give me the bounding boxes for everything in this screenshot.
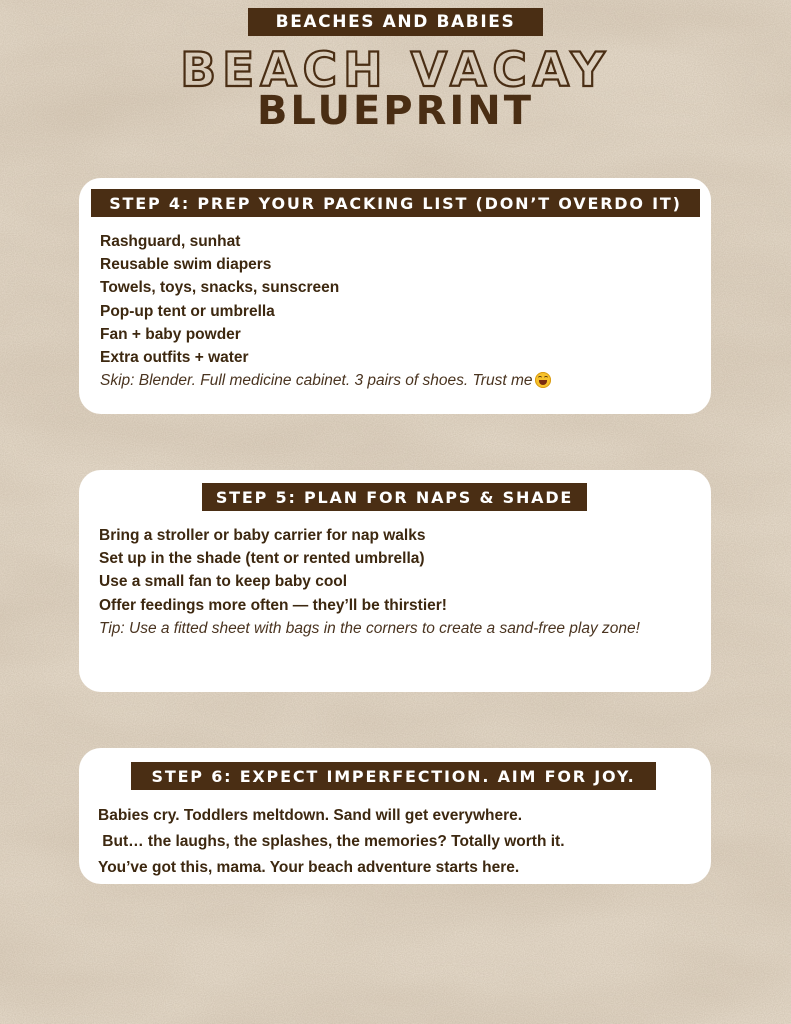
list-item: Set up in the shade (tent or rented umbrella) bbox=[99, 550, 425, 568]
grinning-face-icon bbox=[535, 372, 551, 388]
step-6-heading: STEP 6: EXPECT IMPERFECTION. AIM FOR JOY. bbox=[131, 762, 656, 790]
step-5-list bbox=[99, 524, 640, 640]
list-item: Reusable swim diapers bbox=[100, 256, 272, 274]
list-item: Pop-up tent or umbrella bbox=[100, 302, 275, 320]
list-item: Babies cry. Toddlers meltdown. Sand will get everywhere. bbox=[98, 807, 523, 824]
list-item: You’ve got this, mama. Your beach adventure starts here. bbox=[98, 859, 520, 876]
step-4-note-text: Skip: Blender. Full medicine cabinet. 3 pairs of shoes. Trust me bbox=[100, 372, 533, 390]
page-title-text: BEACH VACAY bbox=[180, 43, 611, 98]
step-4-heading: STEP 4: PREP YOUR PACKING LIST (DON’T OVERDO IT) bbox=[91, 189, 700, 217]
page-subtitle: BLUEPRINT bbox=[256, 88, 535, 134]
list-item: Towels, toys, snacks, sunscreen bbox=[100, 279, 340, 297]
step-5-heading: STEP 5: PLAN FOR NAPS & SHADE bbox=[202, 483, 587, 511]
step-4-list bbox=[100, 230, 551, 392]
step-6-list bbox=[98, 803, 565, 881]
list-item: But… the laughs, the splashes, the memories? Totally worth it. bbox=[98, 833, 565, 850]
step-5-note: Tip: Use a fitted sheet with bags in the corners to create a sand-free play zone! bbox=[99, 619, 640, 637]
list-item: Offer feedings more often — they’ll be thirstier! bbox=[99, 596, 447, 614]
list-item: Use a small fan to keep baby cool bbox=[99, 573, 348, 591]
list-item: Fan + baby powder bbox=[100, 325, 241, 343]
brand-label: BEACHES AND BABIES bbox=[248, 8, 543, 36]
list-item: Extra outfits + water bbox=[100, 348, 249, 366]
step-4-note bbox=[100, 369, 551, 392]
list-item: Bring a stroller or baby carrier for nap walks bbox=[99, 527, 426, 544]
list-item: Rashguard, sunhat bbox=[100, 233, 241, 250]
